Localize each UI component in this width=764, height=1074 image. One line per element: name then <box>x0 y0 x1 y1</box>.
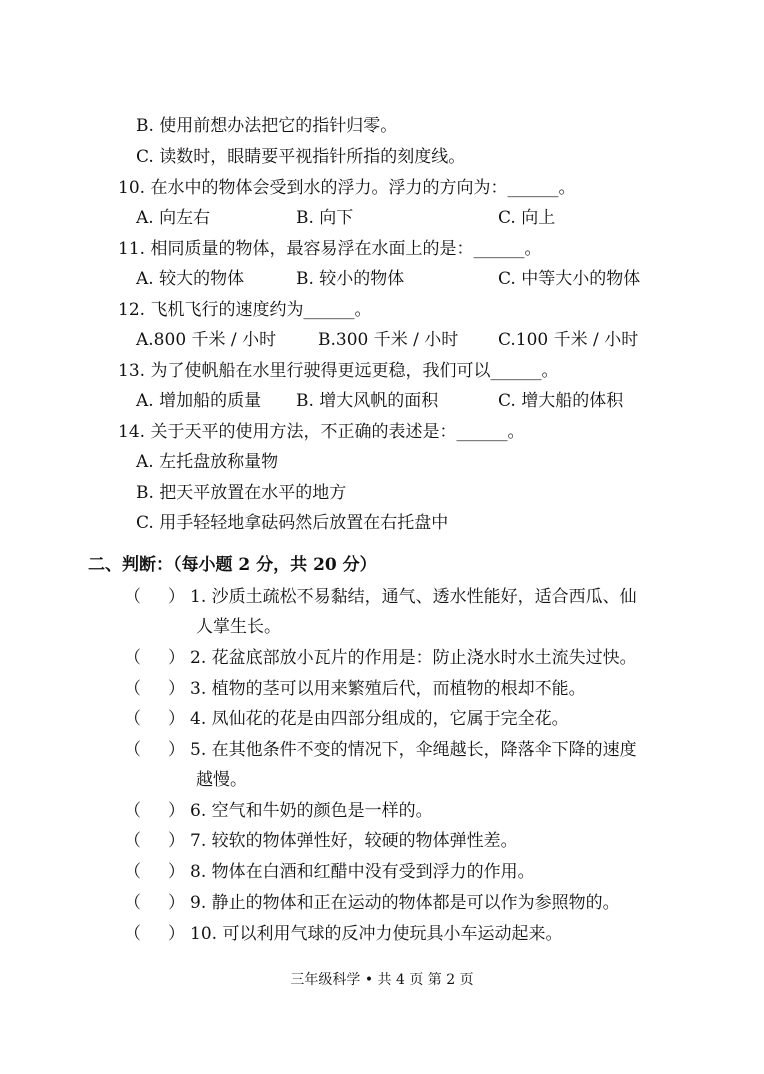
q14-option-b: B. 把天平放置在水平的地方 <box>136 483 347 503</box>
q13-option-c: C. 增大船的体积 <box>498 391 624 411</box>
judgment-text: 10. 可以利用气球的反冲力使玩具小车运动起来。 <box>190 924 563 944</box>
judgment-text: 3. 植物的茎可以用来繁殖后代，而植物的根却不能。 <box>190 679 586 699</box>
q10-option-c: C. 向上 <box>498 208 556 228</box>
judgment-text: 5. 在其他条件不变的情况下，伞绳越长，降落伞下降的速度 <box>190 740 637 760</box>
q11-option-a: A. 较大的物体 <box>136 269 245 289</box>
q11-option-b: B. 较小的物体 <box>296 269 405 289</box>
q10-option-b: B. 向下 <box>296 208 354 228</box>
q9-option-b: B. 使用前想办法把它的指针归零。 <box>136 116 398 136</box>
judgment-1-continuation: 人掌生长。 <box>196 617 281 637</box>
q14-option-a: A. 左托盘放称量物 <box>136 452 279 472</box>
q14-stem: 14. 关于天平的使用方法，不正确的表述是：______。 <box>118 422 525 442</box>
exam-page: B. 使用前想办法把它的指针归零。 C. 读数时，眼睛要平视指针所指的刻度线。 10. 在水中的物体会受到水的浮力。浮力的方向为：______。 A. 向左右 B. 向下 C. 向上 11. 相同质量的物体，最容易浮在水面上的是：______。 A. 较大的物体 B. 较小的物体 C. 中等大小的物体 12. 飞机飞行的速度约为______。 A.800 千米 / 小时 B.300 千米 / 小时 C.100 千米 / 小时 13. 为了使帆船在水里行驶得更远更稳，我们可以______。 A. 增加船的质量 B. 增大风帆的面积 C. 增大船的体积 14. 关于天平的使用方法，不正确的表述是：______。 A. 左托盘放称量物 B. 把天平放置在水平的地方 C. 用手轻轻地拿砝码然后放置在右托盘中 二、判断：（每小题 2 分，共 20 分） （ ） 1. 沙质土疏松不易黏结，通气、透水性能好，适合西瓜、仙 人掌生长。 （ ） 2. 花盆底部放小瓦片的作用是：防止浇水时水土流失过快。 （ ） 3. 植物的茎可以用来繁殖后代，而植物的根却不能。 （ ） 4. 凤仙花的花是由四部分组成的，它属于完全花。 （ ） 5. 在其他条件不变的情况下，伞绳越长，降落伞下降的速度 越慢。 （ ） 6. 空气和牛奶的颜色是一样的。 （ ） 7. 较软的物体弹性好，较硬的物体弹性差。 （ ） 8. 物体在白酒和红醋中没有受到浮力的作用。 （ ） 9. 静止的物体和正在运动的物体都是可以作为参照物的。 （ ） 10. 可以利用气球的反冲力使玩具小车运动起来。 三年级科学 • 共 4 页 第 2 页 <box>0 0 764 1074</box>
judgment-5-continuation: 越慢。 <box>196 770 247 790</box>
q11-stem: 11. 相同质量的物体，最容易浮在水面上的是：______。 <box>118 239 542 259</box>
q9-option-c: C. 读数时，眼睛要平视指针所指的刻度线。 <box>136 147 466 167</box>
q14-option-c: C. 用手轻轻地拿砝码然后放置在右托盘中 <box>136 513 449 533</box>
q10-stem: 10. 在水中的物体会受到水的浮力。浮力的方向为：______。 <box>118 178 576 198</box>
q12-option-b: B.300 千米 / 小时 <box>318 330 459 350</box>
q13-stem: 13. 为了使帆船在水里行驶得更远更稳，我们可以______。 <box>118 361 559 381</box>
judgment-text: 9. 静止的物体和正在运动的物体都是可以作为参照物的。 <box>190 893 620 913</box>
judgment-text: 8. 物体在白酒和红醋中没有受到浮力的作用。 <box>190 862 535 882</box>
q13-option-b: B. 增大风帆的面积 <box>296 391 439 411</box>
page-footer: 三年级科学 • 共 4 页 第 2 页 <box>290 972 474 988</box>
judgment-text: 7. 较软的物体弹性好，较硬的物体弹性差。 <box>190 831 518 851</box>
judgment-text: 6. 空气和牛奶的颜色是一样的。 <box>190 801 433 821</box>
section-2-title: 二、判断：（每小题 2 分，共 20 分） <box>88 555 377 575</box>
q12-stem: 12. 飞机飞行的速度约为______。 <box>118 300 372 320</box>
q10-option-a: A. 向左右 <box>136 208 211 228</box>
q12-option-c: C.100 千米 / 小时 <box>498 330 639 350</box>
q12-option-a: A.800 千米 / 小时 <box>136 330 277 350</box>
judgment-text: 1. 沙质土疏松不易黏结，通气、透水性能好，适合西瓜、仙 <box>190 587 637 607</box>
judgment-text: 4. 凤仙花的花是由四部分组成的，它属于完全花。 <box>190 709 569 729</box>
q11-option-c: C. 中等大小的物体 <box>498 269 641 289</box>
q13-option-a: A. 增加船的质量 <box>136 391 262 411</box>
judgment-text: 2. 花盆底部放小瓦片的作用是：防止浇水时水土流失过快。 <box>190 648 637 668</box>
